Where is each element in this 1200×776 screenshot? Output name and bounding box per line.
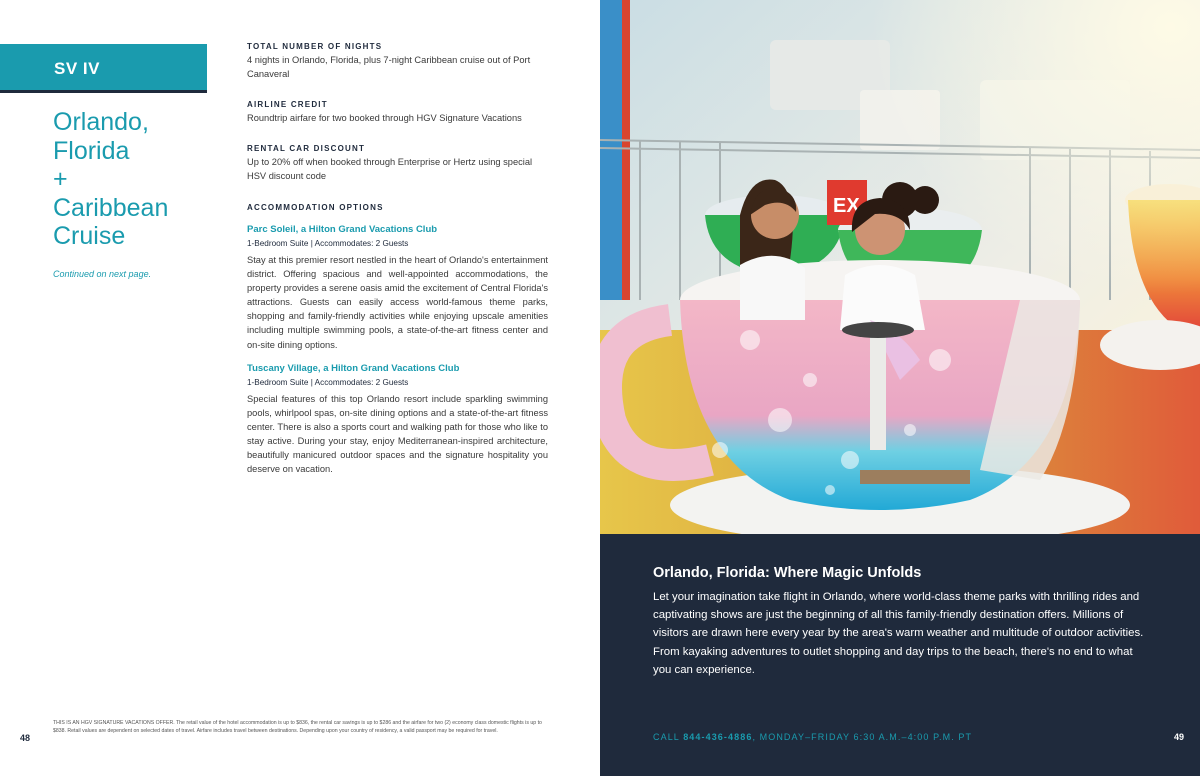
section-heading: RENTAL CAR DISCOUNT — [247, 144, 366, 153]
page-number: 48 — [20, 733, 31, 743]
destination-title-line: Orlando, — [53, 108, 149, 136]
property-description: Stay at this premier resort nestled in the heart of Orlando's entertainment district. Offering spacious and well-appointed accommodations, the property provides a serene oasis amid the excitement of Central Florida's attractions. Guests can easily access world-famous theme parks, shopping and family-friendly activities while enjoying upscale amenities including multiple swimming pools, a state-of-the-art fitness center and on-site dining options. — [247, 255, 548, 350]
photo-illustration — [600, 0, 1200, 534]
property-name: Tuscany Village, a Hilton Grand Vacations Club — [247, 363, 460, 374]
section-heading: AIRLINE CREDIT — [247, 100, 328, 109]
phone-number-link[interactable]: 844-436-4886 — [683, 732, 753, 742]
destination-title — [53, 108, 213, 251]
rental-car-section — [247, 144, 548, 183]
destination-title-line: + — [53, 165, 68, 193]
section-tab-underline — [0, 90, 207, 93]
property-description: Special features of this top Orlando resort include sparkling swimming pools, whirlpool spas, on-site dining options and a state-of-the-art fitness center. There is also a sports court and walking path for those who like to stay active. During your stay, enjoy Mediterranean-inspired architecture, beautifully manicured outdoor spaces and the signature hospitality you deserve on vacation. — [247, 394, 548, 475]
airline-credit-section — [247, 100, 548, 125]
destination-info-panel — [600, 534, 1200, 776]
section-body: Up to 20% off when booked through Enterprise or Hertz using special HSV discount code — [247, 157, 533, 181]
right-page — [600, 0, 1200, 776]
property-meta: 1-Bedroom Suite | Accommodates: 2 Guests — [247, 239, 409, 248]
section-heading: TOTAL NUMBER OF NIGHTS — [247, 42, 383, 51]
section-body: Roundtrip airfare for two booked through HGV Signature Vacations — [247, 113, 522, 123]
section-body: 4 nights in Orlando, Florida, plus 7-night Caribbean cruise out of Port Canaveral — [247, 55, 531, 79]
page-number: 49 — [1174, 732, 1185, 742]
call-prefix: CALL — [653, 732, 684, 742]
info-title: Orlando, Florida: Where Magic Unfolds — [653, 565, 922, 581]
section-tab-label: SV IV — [54, 59, 100, 78]
destination-title-line: Caribbean — [53, 193, 169, 222]
section-heading: ACCOMMODATION OPTIONS — [247, 203, 384, 212]
nights-section — [247, 42, 548, 81]
property-meta: 1-Bedroom Suite | Accommodates: 2 Guests — [247, 378, 409, 387]
disclaimer: THIS IS AN HGV SIGNATURE VACATIONS OFFER. The retail value of the hotel accommodation is up to $836, the rental car savings is up to $286 and the airfare for two (2) economy class domestic flights is up to $838. Retail values are dependent on selected dates of travel. Airfare includes travel between destinations. Depending upon your country of residency, a valid passport may be required for travel. — [53, 720, 542, 734]
continued-note: Continued on next page. — [53, 269, 152, 279]
property-name: Parc Soleil, a Hilton Grand Vacations Club — [247, 224, 438, 235]
section-tab — [0, 44, 207, 90]
teacup-ride-photo — [600, 0, 1200, 534]
info-body: Let your imagination take flight in Orlando, where world-class theme parks with thrilling rides and captivating shows are just the beginning of all this family-friendly destination offers. Millions of visitors are drawn here every year by the area's warm weather and multitude of outdoor activities. From kayaking adventures to outlet shopping and day trips to the beach, there's no end to what you can experience. — [653, 591, 1144, 676]
destination-title-line: Florida — [53, 136, 130, 165]
destination-title-line: Cruise — [53, 222, 126, 250]
call-hours: , MONDAY–FRIDAY 6:30 A.M.–4:00 P.M. PT — [752, 732, 973, 742]
call-to-action — [653, 732, 972, 742]
accommodation-section — [247, 203, 548, 212]
